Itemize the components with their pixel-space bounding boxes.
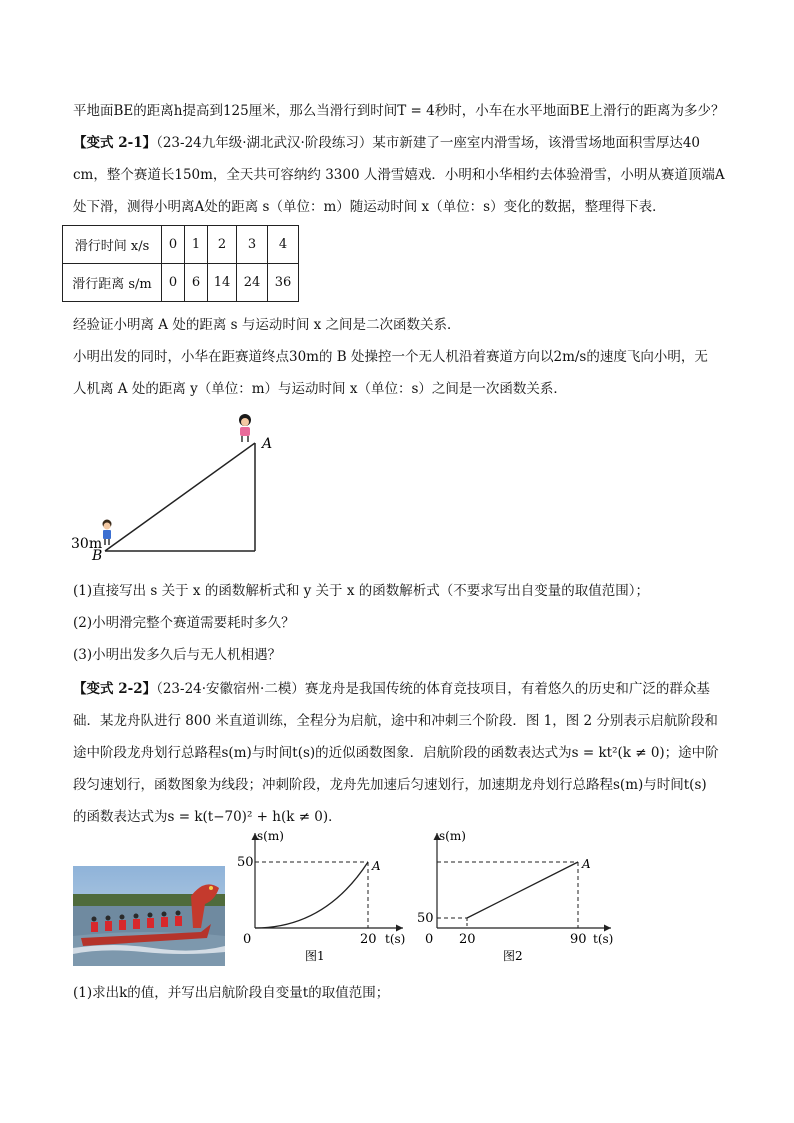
variant-2-2-text-1: （23-24·安徽宿州·二模）赛龙舟是我国传统的体育竞技项目，有着悠久的历史和广泛的群众基 bbox=[156, 681, 710, 697]
graph-1-x-label: t(s) bbox=[385, 932, 406, 946]
graph-2-y-tick: 50 bbox=[417, 911, 434, 926]
variant-2-2-tag: 【变式 2-2】 bbox=[73, 681, 157, 697]
variant-2-2-line-2: 础．某龙舟队进行 800 米直道训练，全程分为启航，途中和冲刺三个阶段．图 1，图 2 分别表示启航阶段和 bbox=[73, 713, 718, 729]
graph-2-y-label: s(m) bbox=[439, 829, 466, 843]
variant-2-1-tag: 【变式 2-1】 bbox=[73, 135, 157, 151]
graph-2-origin: 0 bbox=[425, 932, 434, 947]
graph-2-x-label: t(s) bbox=[593, 932, 614, 946]
variant-2-1-line-3: 处下滑，测得小明离A处的距离 s（单位：m）随运动时间 x（单位：s）变化的数据，整理得下表． bbox=[73, 199, 666, 215]
question-intro-line: 平地面BE的距离h提高到125厘米，那么当滑行到时间T = 4秒时，小车在水平地面BE上滑行的距离为多少？ bbox=[73, 103, 725, 119]
data-table bbox=[62, 225, 299, 302]
table-cell: 36 bbox=[268, 264, 299, 302]
variant-2-2-question-1: (1)求出k的值，并写出启航阶段自变量t的取值范围； bbox=[73, 985, 390, 1001]
table-cell: 2 bbox=[208, 226, 237, 264]
table-cell: 4 bbox=[268, 226, 299, 264]
variant-2-1-line-2: cm，整个赛道长150m，全天共可容纳约 3300 人滑雪嬉戏．小明和小华相约去体验滑雪，小明从赛道顶端A bbox=[73, 167, 725, 183]
variant-2-1-text-1: （23-24九年级·湖北武汉·阶段练习）某市新建了一座室内滑雪场，该滑雪场地面积雪厚达40 bbox=[156, 135, 701, 151]
graph-1 bbox=[235, 828, 405, 963]
graph-1-point-a: A bbox=[372, 859, 381, 873]
point-a-label: A bbox=[262, 436, 273, 452]
table-header-distance: 滑行距离 s/m bbox=[63, 264, 162, 302]
graph-2-point-a: A bbox=[582, 857, 591, 871]
table-cell: 1 bbox=[185, 226, 208, 264]
graph-2-x-tick-90: 90 bbox=[570, 932, 587, 947]
table-row bbox=[63, 264, 299, 302]
table-header-time: 滑行时间 x/s bbox=[63, 226, 162, 264]
variant-2-1-line-4: 经验证小明离 A 处的距离 s 与运动时间 x 之间是二次函数关系． bbox=[73, 317, 461, 333]
table-cell: 6 bbox=[185, 264, 208, 302]
variant-2-2-line-1 bbox=[73, 680, 710, 698]
girl-figure-icon bbox=[239, 414, 251, 442]
variant-2-1-line-5: 小明出发的同时，小华在距赛道终点30m的 B 处操控一个无人机沿着赛道方向以2m/s的速度飞向小明，无 bbox=[73, 349, 708, 365]
boy-figure-icon bbox=[103, 520, 112, 546]
variant-2-1-question-3: (3)小明出发多久后与无人机相遇？ bbox=[73, 647, 282, 663]
graph-1-y-label: s(m) bbox=[257, 829, 284, 843]
graph-1-curve bbox=[255, 862, 368, 928]
slope-triangle bbox=[105, 443, 255, 551]
graph-1-origin: 0 bbox=[243, 932, 252, 947]
table-cell: 14 bbox=[208, 264, 237, 302]
variant-2-1-line-6: 人机离 A 处的距离 y（单位：m）与运动时间 x（单位：s）之间是一次函数关系． bbox=[73, 381, 567, 397]
dragon-boat-photo bbox=[73, 866, 225, 966]
variant-2-2-line-5: 的函数表达式为s = k(t−70)² + h(k ≠ 0)． bbox=[73, 809, 342, 825]
distance-30m-label: 30m bbox=[71, 536, 103, 552]
graph-1-y-tick: 50 bbox=[237, 855, 254, 870]
slope-figure bbox=[65, 408, 295, 564]
graph-2-segment bbox=[467, 862, 578, 918]
variant-2-1-line-1 bbox=[73, 134, 700, 152]
table-cell: 0 bbox=[162, 226, 185, 264]
table-cell: 0 bbox=[162, 264, 185, 302]
graph-1-x-tick: 20 bbox=[360, 932, 377, 947]
graph-1-caption: 图1 bbox=[305, 949, 325, 963]
graph-2 bbox=[415, 828, 615, 963]
graph-2-x-tick-20: 20 bbox=[459, 932, 476, 947]
graph-2-caption: 图2 bbox=[503, 949, 523, 963]
point-b-label: B bbox=[92, 548, 103, 564]
variant-2-1-question-2: (2)小明滑完整个赛道需要耗时多久？ bbox=[73, 615, 295, 631]
table-cell: 24 bbox=[237, 264, 268, 302]
table-cell: 3 bbox=[237, 226, 268, 264]
variant-2-1-question-1: (1)直接写出 s 关于 x 的函数解析式和 y 关于 x 的函数解析式（不要求写出自变量的取值范围）； bbox=[73, 583, 649, 599]
variant-2-2-line-4: 段匀速划行，函数图象为线段；冲刺阶段，龙舟先加速后匀速划行，加速期龙舟划行总路程s(m)与时间t(s) bbox=[73, 777, 707, 793]
table-row bbox=[63, 226, 299, 264]
variant-2-2-line-3: 途中阶段龙舟划行总路程s(m)与时间t(s)的近似函数图象．启航阶段的函数表达式为s = kt²(k ≠ 0)；途中阶 bbox=[73, 745, 719, 761]
